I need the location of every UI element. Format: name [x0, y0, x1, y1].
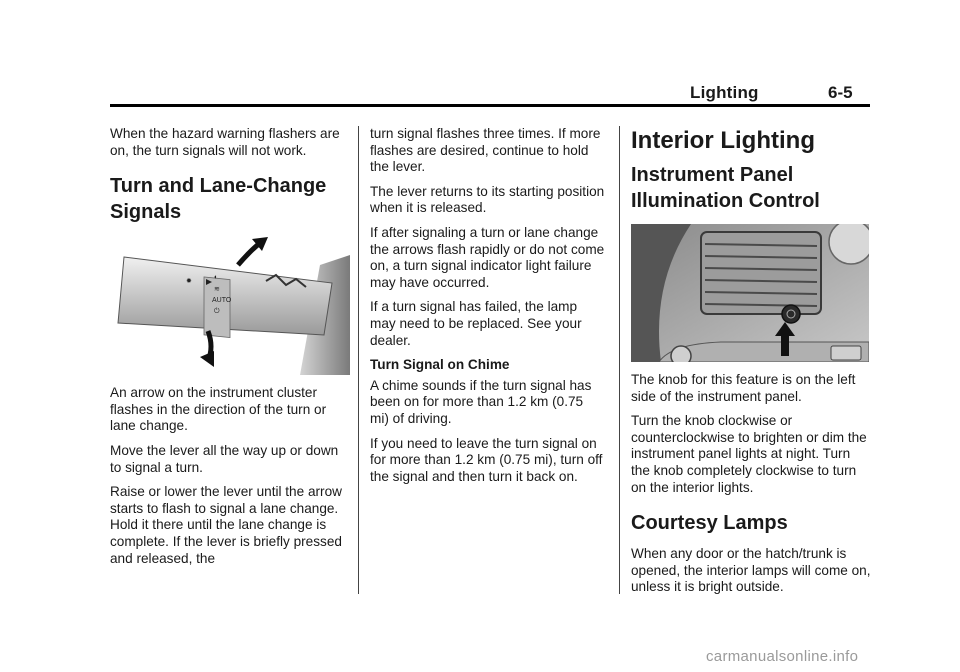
turn-signals-heading: Turn and Lane-Change Signals — [110, 175, 327, 224]
col3-paragraph-1: The knob for this feature is on the left side of the instrument panel. — [631, 372, 856, 404]
col2-paragraph-2: The lever returns to its starting position when it is released. — [370, 183, 605, 216]
lower-knob — [671, 346, 691, 362]
col3-paragraph-2: Turn the knob clockwise or counterclockwise to brighten or dim the instrument panel lights at night. Turn the knob completely clockwise to turn on the interior lights. — [631, 413, 867, 495]
instrument-panel-heading: Instrument Panel Illumination Control — [631, 164, 820, 212]
chime-paragraph-1: A chime sounds if the turn signal has been on for more than 1.2 km (0.75 mi) of driving. — [370, 377, 592, 426]
column-divider-1 — [358, 126, 359, 594]
dimmer-knob — [782, 305, 800, 323]
col1-paragraph-1: An arrow on the instrument cluster flashes in the direction of the turn or lane change. — [110, 385, 327, 434]
col2-paragraph-1: turn signal flashes three times. If more flashes are desired, continue to hold the lever. — [370, 126, 601, 175]
header-section-title: Lighting — [690, 83, 759, 102]
column-divider-2 — [619, 126, 620, 594]
header-page-number: 6-5 — [828, 83, 853, 102]
gauge-edge — [829, 224, 869, 264]
interior-lighting-heading: Interior Lighting — [631, 127, 815, 154]
sun-icon: ✹ — [186, 278, 192, 286]
column-3 — [631, 126, 871, 604]
courtesy-paragraph: When any door or the hatch/trunk is opened, the interior lamps will come on, unless it is bright outside. — [631, 546, 871, 595]
chime-paragraph-2: If you need to leave the turn signal on for more than 1.2 km (0.75 mi), turn off the signal and then turn it back on. — [370, 435, 603, 484]
courtesy-lamps-heading: Courtesy Lamps — [631, 512, 788, 535]
column-1 — [110, 126, 350, 575]
hazard-note: When the hazard warning flashers are on, the turn signals will not work. — [110, 126, 340, 158]
header-rule — [110, 104, 870, 107]
lower-button — [831, 346, 861, 360]
parking-lamp-icon: ≋ — [214, 286, 220, 294]
chime-subheading: Turn Signal on Chime — [370, 357, 510, 373]
power-icon: ⏻ — [214, 308, 220, 316]
turn-signal-lever-figure — [110, 235, 350, 375]
col1-paragraph-3: Raise or lower the lever until the arrow starts to flash to signal a lane change. Hold it there until the lane change is complete. If the lever is briefly pressed and released, the — [110, 484, 342, 566]
col1-paragraph-2: Move the lever all the way up or down to signal a turn. — [110, 442, 339, 475]
column-2 — [370, 126, 605, 493]
auto-mode-label: AUTO — [212, 297, 232, 305]
headlamp-icon: ◐ — [214, 274, 219, 282]
watermark: carmanualsonline.info — [706, 648, 859, 665]
pointer-arrow-shaft-icon — [781, 334, 789, 356]
col2-paragraph-4: If a turn signal has failed, the lamp may need to be replaced. See your dealer. — [370, 299, 582, 348]
instrument-panel-figure — [631, 224, 869, 362]
col2-paragraph-3: If after signaling a turn or lane change the arrows flash rapidly or do not come on, a turn signal indicator light failure may have occurred. — [370, 224, 605, 290]
